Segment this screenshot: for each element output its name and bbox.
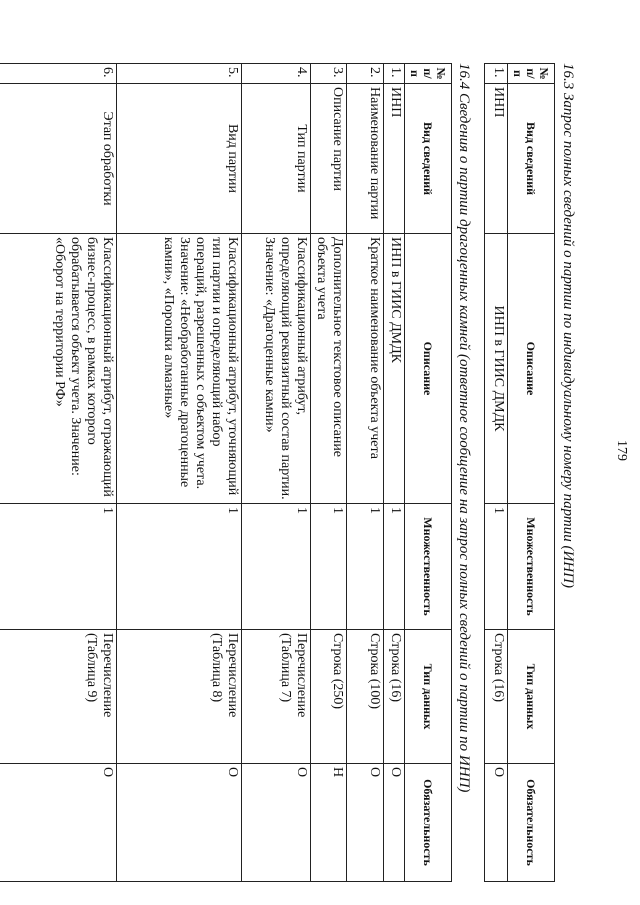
table-row bbox=[242, 64, 311, 882]
cell-name: Тип партии bbox=[242, 84, 311, 234]
cell-name: Описание партии bbox=[311, 84, 347, 234]
cell-type: Перечисление (Таблица 8) bbox=[117, 630, 242, 764]
header-multiplicity: Множественность bbox=[508, 504, 555, 630]
cell-description: ИНП в ГИИС ДМДК bbox=[485, 234, 508, 504]
cell-no: 2. bbox=[347, 64, 384, 84]
cell-required: О bbox=[242, 764, 311, 882]
cell-required: О bbox=[117, 764, 242, 882]
table-row bbox=[485, 64, 508, 882]
cell-description: Классификационный атрибут, отражающий бизнес-процесс, в рамках которого обрабатывается объект учета. Значение: «Оборот на территории РФ» bbox=[0, 234, 117, 504]
table-row bbox=[347, 64, 384, 882]
header-required: Обязательность bbox=[405, 764, 452, 882]
cell-type: Перечисление (Таблица 9) bbox=[0, 630, 117, 764]
cell-multiplicity: 1 bbox=[485, 504, 508, 630]
header-name: Вид сведений bbox=[405, 84, 452, 234]
table-row bbox=[117, 64, 242, 882]
cell-required: О bbox=[347, 764, 384, 882]
cell-type: Перечисление (Таблица 7) bbox=[242, 630, 311, 764]
header-no: № п/п bbox=[405, 64, 452, 84]
table-row bbox=[311, 64, 347, 882]
cell-name: Этап обработки bbox=[0, 84, 117, 234]
header-no: № п/п bbox=[508, 64, 555, 84]
cell-multiplicity: 1 bbox=[0, 504, 117, 630]
cell-multiplicity: 1 bbox=[242, 504, 311, 630]
cell-description: Классификационный атрибут, уточняющий тип партии и определяющий набор операций, разрешенных с объектом учета. Значение: «Необработанные драгоценные камни», «Порошки алмазные» bbox=[117, 234, 242, 504]
request-table bbox=[484, 63, 555, 882]
header-description: Описание bbox=[405, 234, 452, 504]
table-header-row bbox=[405, 64, 452, 882]
cell-type: Строка (16) bbox=[384, 630, 405, 764]
header-type: Тип данных bbox=[405, 630, 452, 764]
cell-description: Дополнительное текстовое описание объекта учета bbox=[311, 234, 347, 504]
cell-name: Наименование партии bbox=[347, 84, 384, 234]
table-header-row bbox=[508, 64, 555, 882]
cell-description: Краткое наименование объекта учета bbox=[347, 234, 384, 504]
cell-multiplicity: 1 bbox=[384, 504, 405, 630]
table-row bbox=[384, 64, 405, 882]
cell-required: О bbox=[384, 764, 405, 882]
cell-no: 3. bbox=[311, 64, 347, 84]
cell-description: ИНП в ГИИС ДМДК bbox=[384, 234, 405, 504]
response-table bbox=[0, 63, 452, 882]
cell-required: О bbox=[0, 764, 117, 882]
cell-multiplicity: 1 bbox=[311, 504, 347, 630]
header-required: Обязательность bbox=[508, 764, 555, 882]
cell-multiplicity: 1 bbox=[117, 504, 242, 630]
header-name: Вид сведений bbox=[508, 84, 555, 234]
cell-required: Н bbox=[311, 764, 347, 882]
cell-no: 1. bbox=[485, 64, 508, 84]
cell-type: Строка (16) bbox=[485, 630, 508, 764]
header-multiplicity: Множественность bbox=[405, 504, 452, 630]
header-type: Тип данных bbox=[508, 630, 555, 764]
cell-description: Классификационный атрибут, определяющий реквизитный состав партии. Значение: «Драгоценные камни» bbox=[242, 234, 311, 504]
header-description: Описание bbox=[508, 234, 555, 504]
table-row bbox=[0, 64, 117, 882]
cell-no: 4. bbox=[242, 64, 311, 84]
cell-required: О bbox=[485, 764, 508, 882]
cell-type: Строка (250) bbox=[311, 630, 347, 764]
cell-no: 5. bbox=[117, 64, 242, 84]
cell-type: Строка (100) bbox=[347, 630, 384, 764]
cell-name: ИНП bbox=[485, 84, 508, 234]
cell-no: 6. bbox=[0, 64, 117, 84]
cell-name: ИНП bbox=[384, 84, 405, 234]
section-heading-16-4: 16.4 Сведения о партии драгоценных камней (ответное сообщение на запрос полных сведений о партии по ИНП) bbox=[456, 63, 472, 793]
cell-name: Вид партии bbox=[117, 84, 242, 234]
section-heading-16-3: 16.3 Запрос полных сведений о партии по индивидуальному номеру партии (ИНП) bbox=[560, 63, 576, 588]
page-number: 179 bbox=[614, 440, 629, 461]
cell-no: 1. bbox=[384, 64, 405, 84]
cell-multiplicity: 1 bbox=[347, 504, 384, 630]
